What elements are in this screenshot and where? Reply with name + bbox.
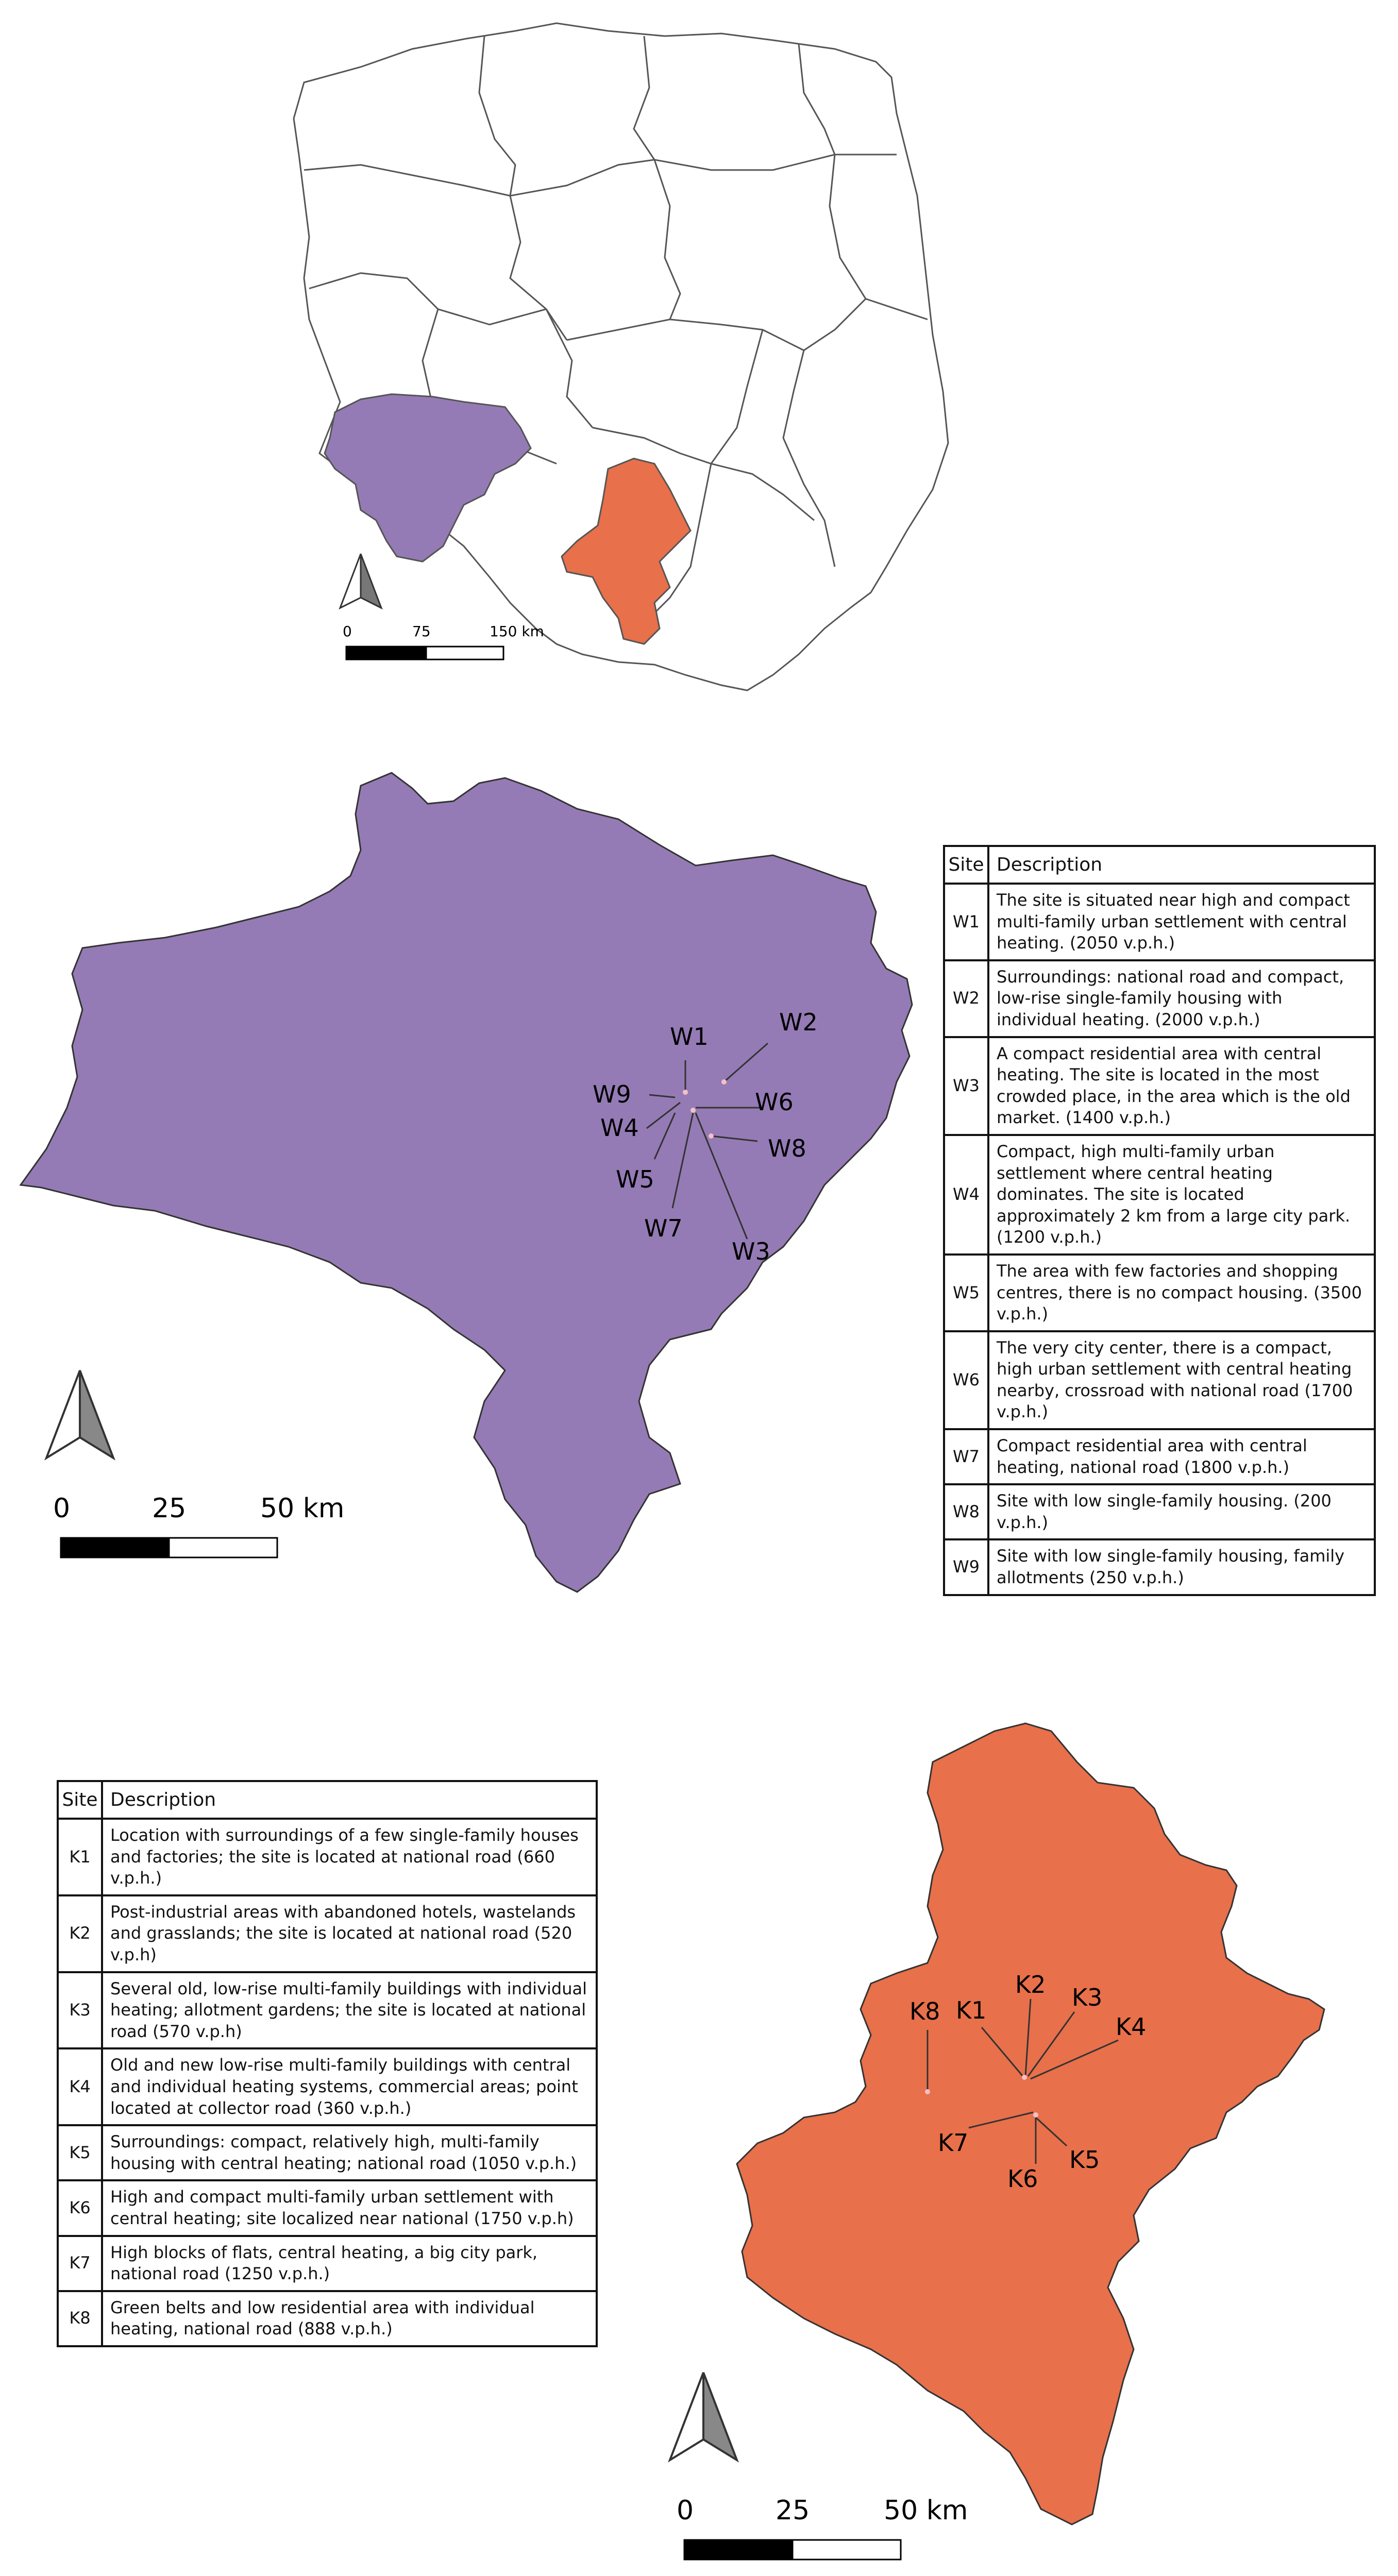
row-description: Compact, high multi-family urban settlement where central heating dominates. The site is located approximately 2 km from a large city park. (1200 v.p.h.) [988, 1135, 1375, 1255]
table-row [58, 2236, 597, 2291]
row-description: High and compact multi-family urban settlement with central heating; site localized near national (1750 v.p.h) [102, 2180, 597, 2235]
lower-silesian-detail-map [21, 773, 912, 1592]
silesian-detail-map [670, 1723, 1324, 2560]
table-row [58, 2048, 597, 2125]
north-arrow-icon [46, 1370, 113, 1458]
table-row [58, 1819, 597, 1895]
header-site: Site [944, 846, 988, 884]
site-label-k5: K5 [1069, 2146, 1100, 2174]
row-description: Old and new low-rise multi-family buildings with central and individual heating systems, commercial areas; point located at collector road (360 v.p.h.) [102, 2048, 597, 2125]
site-label-k2: K2 [1015, 1971, 1046, 1998]
row-description: Green belts and low residential area with individual heating, national road (888 v.p.h.) [102, 2291, 597, 2346]
site-label-k4: K4 [1116, 2013, 1147, 2041]
scale-bar [53, 1493, 344, 1557]
header-site: Site [58, 1781, 102, 1819]
row-site: W8 [944, 1484, 988, 1539]
north-arrow-icon [670, 2372, 737, 2460]
table-row [58, 2291, 597, 2346]
site-label-w8: W8 [768, 1134, 806, 1162]
scale-label-150: 150 km [490, 623, 544, 640]
table-row [58, 1972, 597, 2049]
table-row [58, 2125, 597, 2180]
table-header-row [58, 1781, 597, 1819]
row-site: W3 [944, 1037, 988, 1135]
scale-label-50: 50 km [260, 1493, 345, 1524]
row-description: Surroundings: national road and compact, low-rise single-family housing with individual heating. (2000 v.p.h.) [988, 960, 1375, 1037]
row-site: W4 [944, 1135, 988, 1255]
site-label-k8: K8 [909, 1997, 940, 2025]
site-label-k3: K3 [1072, 1984, 1103, 2011]
table-row [58, 2180, 597, 2235]
row-description: The area with few factories and shopping centres, there is no compact housing. (3500 v.p.h.) [988, 1255, 1375, 1331]
scale-label-25: 25 [152, 1493, 187, 1524]
site-label-w3: W3 [732, 1238, 770, 1265]
header-description: Description [988, 846, 1375, 884]
table-row [944, 1429, 1375, 1484]
silesian-region [737, 1723, 1324, 2524]
poland-overview-map [294, 23, 948, 690]
row-description: Several old, low-rise multi-family buildings with individual heating; allotment gardens; the site is located at national road (570 v.p.h) [102, 1972, 597, 2049]
table-row [944, 1539, 1375, 1595]
scale-label-50: 50 km [884, 2495, 968, 2526]
row-site: K1 [58, 1819, 102, 1895]
table-row [944, 1037, 1375, 1135]
scale-label-25: 25 [776, 2495, 810, 2526]
row-site: K2 [58, 1895, 102, 1972]
row-site: K3 [58, 1972, 102, 2049]
row-site: K8 [58, 2291, 102, 2346]
table-row [944, 1331, 1375, 1429]
row-site: W7 [944, 1429, 988, 1484]
table-header-row [944, 846, 1375, 884]
row-site: W5 [944, 1255, 988, 1331]
site-label-w4: W4 [600, 1114, 639, 1142]
row-description: Post-industrial areas with abandoned hotels, wastelands and grasslands; the site is located at national road (520 v.p.h) [102, 1895, 597, 1972]
row-description: Site with low single-family housing. (200 v.p.h.) [988, 1484, 1375, 1539]
row-site: K5 [58, 2125, 102, 2180]
scale-label-0: 0 [343, 623, 352, 640]
site-label-w7: W7 [644, 1214, 683, 1242]
north-arrow-icon [340, 554, 381, 608]
site-label-k1: K1 [956, 1996, 987, 2024]
table-row [944, 1255, 1375, 1331]
row-description: The site is situated near high and compact multi-family urban settlement with central heating. (2050 v.p.h.) [988, 884, 1375, 960]
row-description: Site with low single-family housing, family allotments (250 v.p.h.) [988, 1539, 1375, 1595]
scale-label-0: 0 [677, 2495, 694, 2526]
header-description: Description [102, 1781, 597, 1819]
table-row [944, 960, 1375, 1037]
scale-label-0: 0 [53, 1493, 71, 1524]
table-w-sites [943, 845, 1376, 1596]
lower-silesian-region [21, 773, 912, 1592]
table-row [944, 884, 1375, 960]
row-site: W1 [944, 884, 988, 960]
row-description: A compact residential area with central heating. The site is located in the most crowded place, in the area which is the old market. (1400 v.p.h.) [988, 1037, 1375, 1135]
scale-bar [343, 623, 544, 659]
site-label-w1: W1 [670, 1023, 709, 1050]
table-row [58, 1895, 597, 1972]
row-site: W2 [944, 960, 988, 1037]
site-label-w9: W9 [593, 1080, 631, 1108]
site-label-k7: K7 [938, 2129, 969, 2157]
site-label-w2: W2 [779, 1008, 818, 1036]
row-description: High blocks of flats, central heating, a big city park, national road (1250 v.p.h.) [102, 2236, 597, 2291]
row-site: K7 [58, 2236, 102, 2291]
row-site: W9 [944, 1539, 988, 1595]
site-label-k6: K6 [1007, 2165, 1038, 2193]
site-label-w5: W5 [616, 1165, 654, 1193]
table-row [944, 1484, 1375, 1539]
row-site: K6 [58, 2180, 102, 2235]
row-description: Compact residential area with central heating, national road (1800 v.p.h.) [988, 1429, 1375, 1484]
scale-bar [677, 2495, 968, 2560]
row-site: K4 [58, 2048, 102, 2125]
row-site: W6 [944, 1331, 988, 1429]
row-description: The very city center, there is a compact, high urban settlement with central heating nearby, crossroad with national road (1700 v.p.h.) [988, 1331, 1375, 1429]
site-label-w6: W6 [755, 1088, 794, 1116]
table-row [944, 1135, 1375, 1255]
scale-label-75: 75 [412, 623, 431, 640]
row-description: Location with surroundings of a few single-family houses and factories; the site is located at national road (660 v.p.h.) [102, 1819, 597, 1895]
row-description: Surroundings: compact, relatively high, multi-family housing with central heating; national road (1050 v.p.h.) [102, 2125, 597, 2180]
table-k-sites [57, 1780, 598, 2347]
